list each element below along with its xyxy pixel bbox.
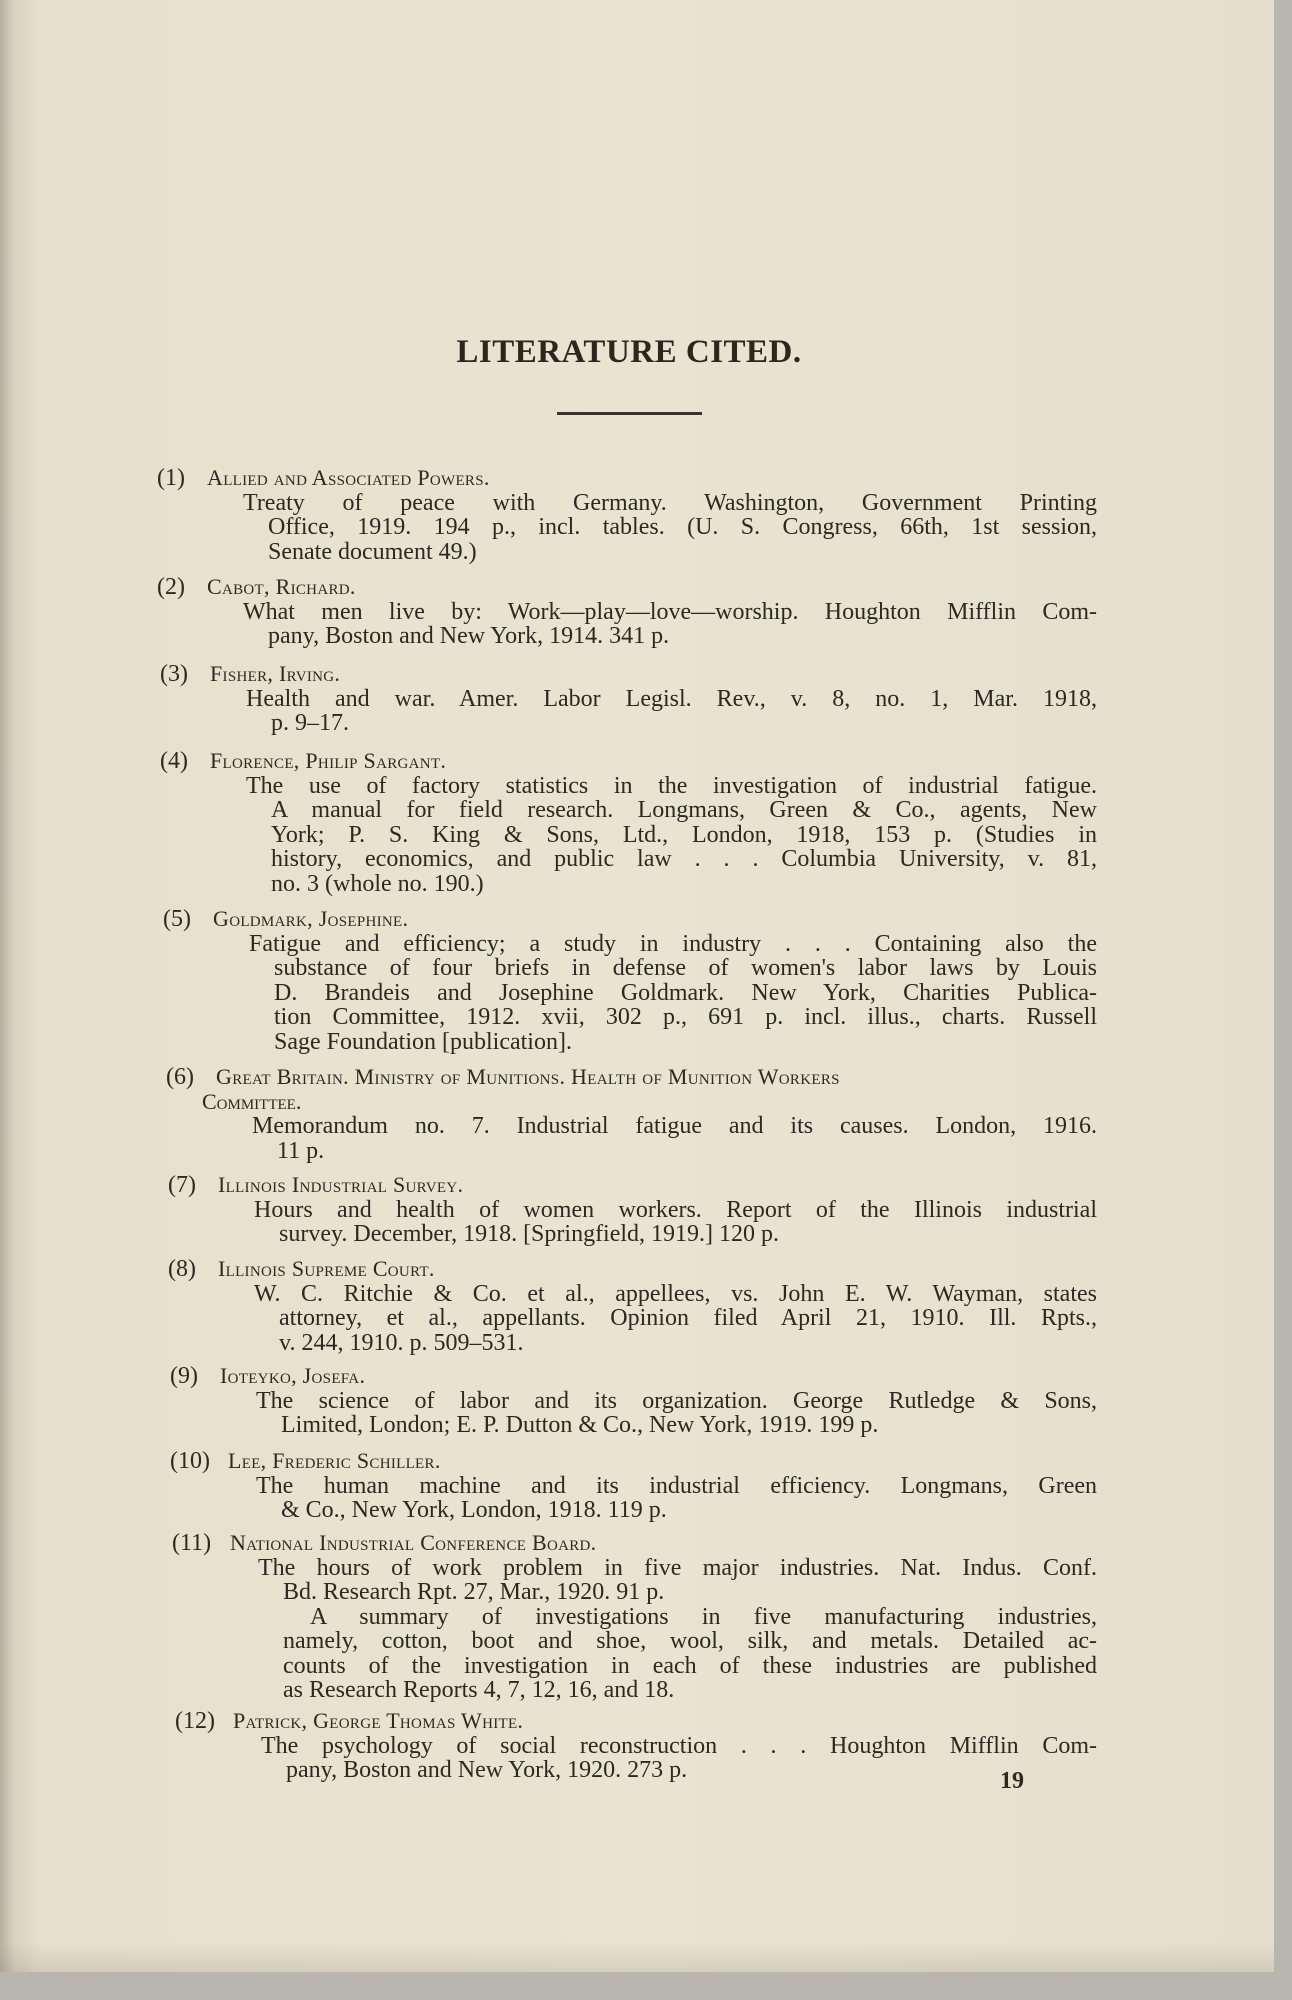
entry-author-continued: Committee. — [202, 1088, 302, 1114]
entry-author: Allied and Associated Powers. — [207, 465, 490, 490]
entry-author: Patrick, George Thomas White. — [233, 1708, 524, 1733]
entry-number: (12) — [175, 1708, 215, 1734]
entry-author: Fisher, Irving. — [210, 661, 341, 686]
page-title: LITERATURE CITED. — [456, 334, 802, 370]
entry-number: (11) — [172, 1530, 212, 1556]
entry-text-line: York; P. S. King & Sons, Ltd., London, 1918, 153 p. (Studies in — [271, 821, 1097, 848]
entry-text-line: D. Brandeis and Josephine Goldmark. New York, Charities Publica- — [274, 979, 1097, 1006]
entry-text-line: What men live by: Work—play—love—worship. Houghton Mifflin Com- — [243, 598, 1097, 625]
entry-text-line: Hours and health of women workers. Report of the Illinois industrial — [254, 1196, 1097, 1223]
entry-heading — [163, 907, 1097, 932]
entry-text-line: Health and war. Amer. Labor Legisl. Rev., v. 8, no. 1, Mar. 1918, — [246, 685, 1097, 712]
entry-text-line: The science of labor and its organization. George Rutledge & Sons, — [256, 1387, 1097, 1414]
reference-entry — [157, 466, 1097, 564]
entry-text-line: The human machine and its industrial efficiency. Longmans, Green — [256, 1472, 1097, 1499]
entry-text-line: Office, 1919. 194 p., incl. tables. (U. S. Congress, 66th, 1st session, — [268, 514, 1097, 540]
reference-entry — [163, 907, 1097, 1054]
entry-text-line: Treaty of peace with Germany. Washington, Government Printing — [243, 489, 1097, 516]
entry-text-line: pany, Boston and New York, 1920. 273 p. — [286, 1757, 688, 1783]
entry-author: Cabot, Richard. — [207, 574, 356, 599]
entry-author: Illinois Supreme Court. — [218, 1256, 435, 1281]
entry-number: (3) — [160, 661, 188, 687]
entry-text-line: & Co., New York, London, 1918. 119 p. — [281, 1497, 667, 1523]
reference-entry — [157, 575, 1097, 649]
entry-text-line: tion Committee, 1912. xvii, 302 p., 691 p. incl. illus., charts. Russell — [274, 1004, 1097, 1030]
reference-entry — [166, 1065, 1097, 1163]
entry-author: Illinois Industrial Survey. — [218, 1172, 464, 1197]
entry-number: (10) — [170, 1448, 210, 1474]
entry-text-line: 11 p. — [277, 1137, 325, 1164]
entry-note-line: counts of the investigation in each of these industries are published — [283, 1652, 1097, 1679]
entry-text-line: p. 9–17. — [271, 710, 349, 736]
entry-text-line: v. 244, 1910. p. 509–531. — [279, 1329, 524, 1356]
page-number: 19 — [1000, 1768, 1024, 1794]
entry-text-line: history, economics, and public law . . . Columbia University, v. 81, — [271, 846, 1097, 872]
entry-author: National Industrial Conference Board. — [230, 1530, 597, 1555]
entry-text-line: Memorandum no. 7. Industrial fatigue and its causes. London, 1916. — [252, 1113, 1097, 1139]
entry-text-line: The use of factory statistics in the investigation of industrial fatigue. — [246, 772, 1097, 799]
entry-number: (4) — [160, 748, 188, 774]
entry-number: (8) — [168, 1256, 196, 1282]
entry-note-line: A summary of investigations in five manufacturing industries, — [310, 1603, 1097, 1630]
entry-note-line: as Research Reports 4, 7, 12, 16, and 18. — [283, 1677, 675, 1703]
entry-author: Great Britain. Ministry of Munitions. Health of Munition Workers — [216, 1064, 840, 1089]
reference-entry — [168, 1257, 1097, 1355]
reference-entry — [168, 1173, 1097, 1247]
entry-text-line: W. C. Ritchie & Co. et al., appellees, vs. John E. W. Wayman, states — [254, 1280, 1097, 1307]
entry-text-line: The hours of work problem in five major industries. Nat. Indus. Conf. — [258, 1554, 1097, 1581]
entry-heading — [157, 575, 1097, 600]
reference-entry — [175, 1709, 1097, 1783]
entry-text-line: A manual for field research. Longmans, Green & Co., agents, New — [271, 797, 1097, 823]
entry-text-line: substance of four briefs in defense of women's labor laws by Louis — [274, 955, 1097, 981]
entry-heading — [157, 466, 1097, 491]
reference-entry — [170, 1449, 1097, 1523]
entry-note-line: namely, cotton, boot and shoe, wool, silk, and metals. Detailed ac- — [283, 1628, 1097, 1654]
entry-heading — [160, 749, 1097, 774]
entry-text-line: attorney, et al., appellants. Opinion filed April 21, 1910. Ill. Rpts., — [279, 1305, 1097, 1331]
reference-entry — [160, 749, 1097, 896]
entry-heading — [168, 1173, 1097, 1198]
entry-author: Lee, Frederic Schiller. — [228, 1448, 441, 1473]
entry-text-line: Bd. Research Rpt. 27, Mar., 1920. 91 p. — [283, 1579, 665, 1605]
entry-heading — [166, 1065, 1097, 1090]
title-rule — [557, 412, 702, 415]
reference-entry — [172, 1531, 1097, 1703]
entry-text-line: Sage Foundation [publication]. — [274, 1028, 572, 1055]
entry-number: (1) — [157, 465, 185, 491]
entry-number: (5) — [163, 906, 191, 932]
entry-number: (7) — [168, 1172, 196, 1198]
reference-entry — [170, 1364, 1097, 1438]
entry-text-line: Senate document 49.) — [268, 538, 477, 565]
entry-text-line: pany, Boston and New York, 1914. 341 p. — [268, 623, 670, 649]
entry-text-line: Limited, London; E. P. Dutton & Co., New York, 1919. 199 p. — [281, 1412, 879, 1438]
entry-text-line: survey. December, 1918. [Springfield, 1919.] 120 p. — [279, 1221, 780, 1247]
entry-number: (6) — [166, 1064, 194, 1090]
entry-number: (2) — [157, 574, 185, 600]
entry-text-line: The psychology of social reconstruction . . . Houghton Mifflin Com- — [261, 1732, 1097, 1759]
entry-text-line: no. 3 (whole no. 190.) — [271, 870, 484, 897]
entry-author: Ioteyko, Josefa. — [220, 1363, 366, 1388]
reference-entry — [160, 662, 1097, 736]
entry-author: Goldmark, Josephine. — [213, 906, 409, 931]
entry-number: (9) — [170, 1363, 198, 1389]
entry-author: Florence, Philip Sargant. — [210, 748, 447, 773]
entry-heading — [160, 662, 1097, 687]
entry-heading — [172, 1531, 1097, 1556]
entry-heading — [170, 1449, 1097, 1474]
entry-heading — [170, 1364, 1097, 1389]
entry-heading — [168, 1257, 1097, 1282]
entry-text-line: Fatigue and efficiency; a study in industry . . . Containing also the — [249, 930, 1097, 957]
entry-heading — [175, 1709, 1097, 1734]
